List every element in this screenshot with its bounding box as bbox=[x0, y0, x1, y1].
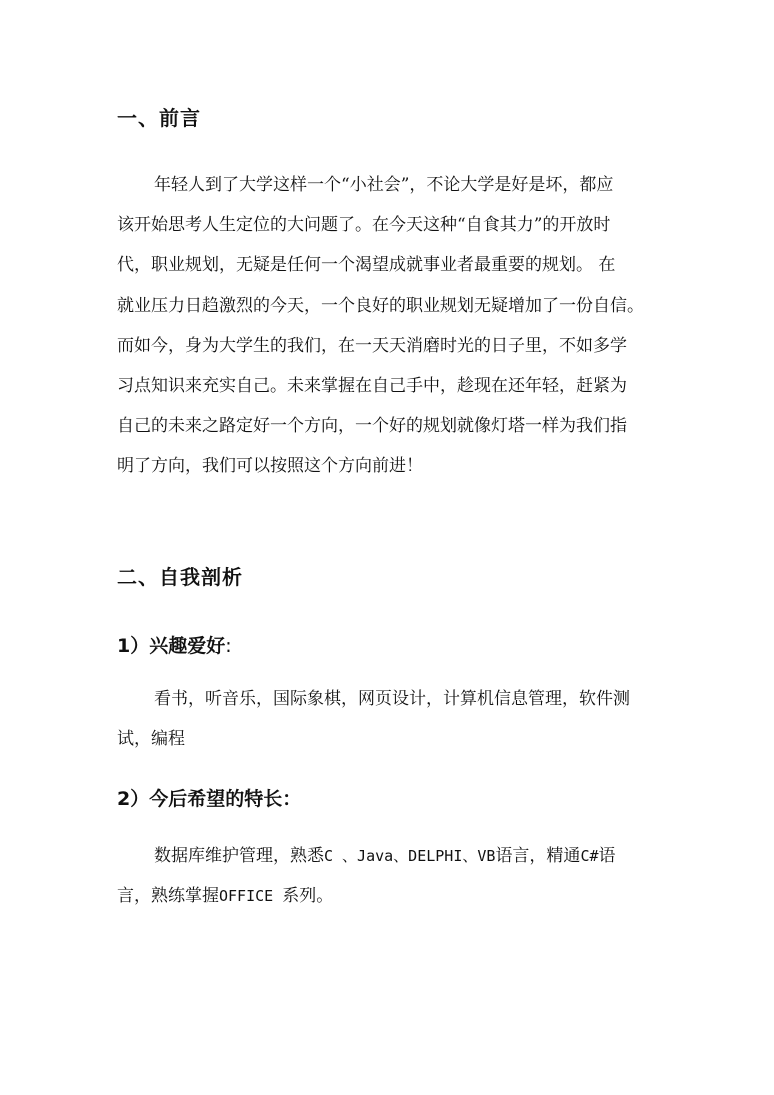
skills-csharp: C# bbox=[580, 847, 599, 865]
paragraph-line bbox=[117, 876, 657, 916]
paragraph-line bbox=[117, 836, 657, 876]
paragraph-line: 习点知识来充实自己。未来掌握在自己手中，趁现在还年轻，赶紧为 bbox=[117, 375, 627, 396]
paragraph-line: 看书，听音乐，国际象棋，网页设计，计算机信息管理，软件测 bbox=[154, 689, 630, 709]
preface-paragraph bbox=[117, 165, 657, 487]
paragraph-line: 该开始思考人生定位的大问题了。在今天这种“自食其力”的开放时 bbox=[117, 215, 611, 236]
subheading-interests-label: 1）兴趣爱好 bbox=[117, 635, 226, 657]
skills-text: 语 bbox=[598, 846, 616, 866]
paragraph-line: 明了方向，我们可以按照这个方向前进！ bbox=[117, 456, 423, 477]
paragraph-line: 试，编程 bbox=[117, 729, 185, 750]
skills-text: 系列。 bbox=[282, 886, 334, 907]
interests-paragraph bbox=[117, 679, 657, 759]
paragraph-line: 而如今，身为大学生的我们，在一天天消磨时光的日子里，不如多学 bbox=[117, 335, 627, 356]
section-heading-preface: 一、前言 bbox=[117, 106, 201, 130]
skills-text: 言，熟练掌握 bbox=[117, 886, 219, 907]
skills-paragraph bbox=[117, 836, 657, 916]
subheading-colon: : bbox=[225, 635, 232, 657]
skills-tech-list: C 、Java、DELPHI、VB bbox=[324, 847, 496, 865]
skills-office: OFFICE bbox=[219, 887, 283, 906]
paragraph-line: 就业压力日趋激烈的今天，一个良好的职业规划无疑增加了一份自信。 bbox=[117, 295, 644, 316]
skills-text: 语言，精通 bbox=[495, 846, 581, 866]
paragraph-line: 代，职业规划，无疑是任何一个渴望成就事业者最重要的规划。 在 bbox=[117, 255, 616, 276]
skills-text: 数据库维护管理，熟悉 bbox=[154, 846, 324, 866]
subheading-skills: 2）今后希望的特长： bbox=[117, 788, 302, 810]
paragraph-line: 年轻人到了大学这样一个“小社会”，不论大学是好是坏，都应 bbox=[154, 175, 614, 195]
subheading-interests bbox=[117, 632, 232, 660]
section-heading-self-analysis: 二、自我剖析 bbox=[117, 565, 243, 589]
paragraph-line: 自己的未来之路定好一个方向，一个好的规划就像灯塔一样为我们指 bbox=[117, 416, 627, 437]
